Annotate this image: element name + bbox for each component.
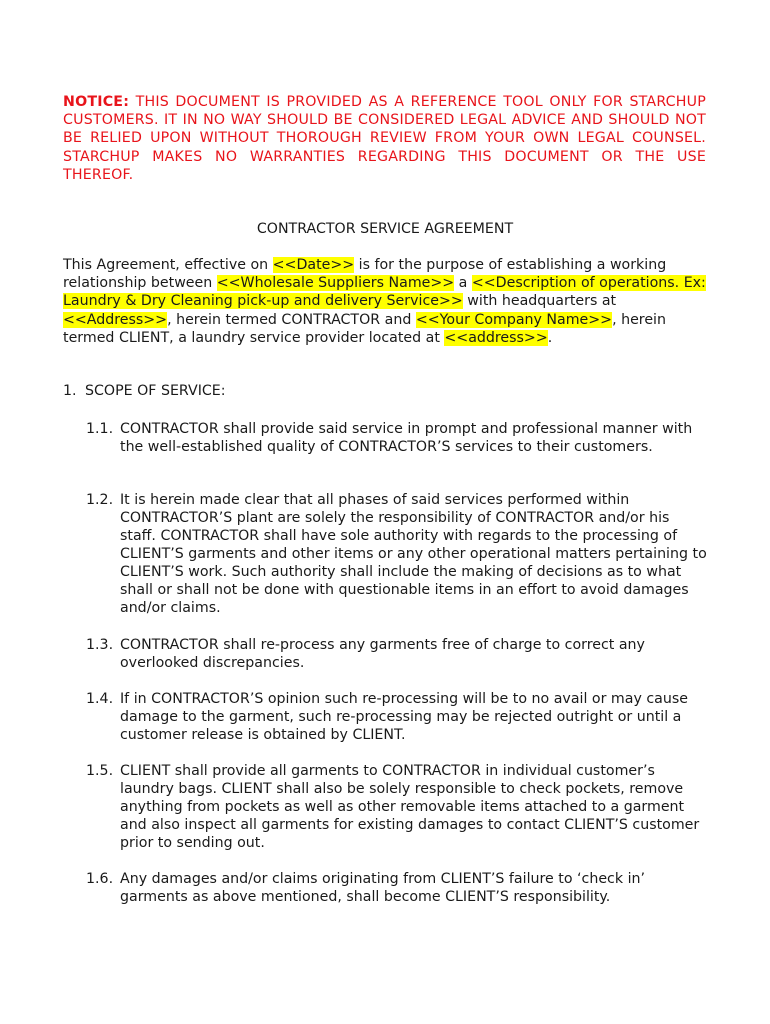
clause-text: It is herein made clear that all phases of said services performed within CONTRACTOR’S plant are solely the responsibility of CONTRACTOR and/or his staff. CONTRACTOR shall have sole authority with regards to the processing of CLIENT’S garments and other items or any other operational matters pertaining to CLIENT’S work. Such authority shall include the making of decisions as to what shall or shall not be done with questionable items in an effort to avoid damages and/or claims.	[120, 492, 707, 616]
clause-number: 1.4.	[86, 691, 114, 707]
clause-1-2	[86, 491, 708, 617]
intro-text: a	[454, 275, 472, 292]
section-number: 1.	[63, 383, 77, 399]
clause-1-4	[86, 690, 708, 744]
clause-text: CONTRACTOR shall provide said service in prompt and professional manner with the well-established quality of CONTRACTOR’S services to their customers.	[120, 421, 693, 455]
section-title: SCOPE OF SERVICE:	[85, 383, 226, 399]
legal-notice	[63, 93, 706, 184]
notice-text: THIS DOCUMENT IS PROVIDED AS A REFERENCE TOOL ONLY FOR STARCHUP CUSTOMERS. IT IN NO WAY SHOULD BE CONSIDERED LEGAL ADVICE AND SHOULD NOT BE RELIED UPON WITHOUT THOROUGH REVIEW FROM YOUR OWN LEGAL COUNSEL. STARCHUP MAKES NO WARRANTIES REGARDING THIS DOCUMENT OR THE USE THEREOF.	[63, 94, 706, 183]
clause-text: Any damages and/or claims originating from CLIENT’S failure to ‘check in’ garments as above mentioned, shall become CLIENT’S responsibility.	[120, 871, 646, 905]
intro-text: , herein termed CONTRACTOR and	[167, 311, 416, 328]
clause-1-1	[86, 420, 708, 456]
clause-1-5	[86, 762, 708, 852]
clause-number: 1.6.	[86, 871, 114, 887]
clause-text: CLIENT shall provide all garments to CONTRACTOR in individual customer’s laundry bags. CLIENT shall also be solely responsible to check pockets, remove anything from pockets as well as other removable items attached to a garment and also inspect all garments for existing damages to contact CLIENT’S customer prior to sending out.	[120, 763, 700, 851]
date-placeholder: <<Date>>	[272, 257, 355, 273]
clause-number: 1.2.	[86, 492, 114, 508]
intro-text: This Agreement, effective on	[63, 257, 273, 273]
description-placeholder: <<Description of operations. Ex: Laundry & Dry Cleaning pick-up and delivery Service>>	[63, 275, 706, 310]
client-address-placeholder: <<address>>	[444, 329, 548, 346]
address-placeholder: <<Address>>	[63, 311, 168, 328]
notice-label: NOTICE:	[63, 94, 130, 110]
clause-number: 1.1.	[86, 421, 114, 437]
intro-text: .	[547, 329, 553, 346]
company-name-placeholder: <<Your Company Name>>	[415, 311, 613, 328]
clause-1-3	[86, 636, 708, 672]
clause-text: If in CONTRACTOR’S opinion such re-processing will be to no avail or may cause damage to the garment, such re-processing may be rejected outright or until a customer release is obtained by CLIENT.	[120, 691, 688, 743]
intro-paragraph	[63, 256, 708, 347]
document-title: CONTRACTOR SERVICE AGREEMENT	[256, 221, 514, 237]
clause-1-6	[86, 870, 708, 906]
clause-text: CONTRACTOR shall re-process any garments free of charge to correct any overlooked discrepancies.	[120, 637, 645, 671]
intro-text: , herein termed CLIENT, a laundry service provider located at	[63, 311, 666, 346]
intro-text: with headquarters at	[462, 293, 617, 310]
section-heading	[63, 382, 703, 400]
intro-text: is for the purpose of establishing a working relationship between	[63, 257, 667, 292]
clause-number: 1.5.	[86, 763, 114, 779]
clause-number: 1.3.	[86, 637, 114, 653]
supplier-name-placeholder: <<Wholesale Suppliers Name>>	[216, 275, 455, 292]
